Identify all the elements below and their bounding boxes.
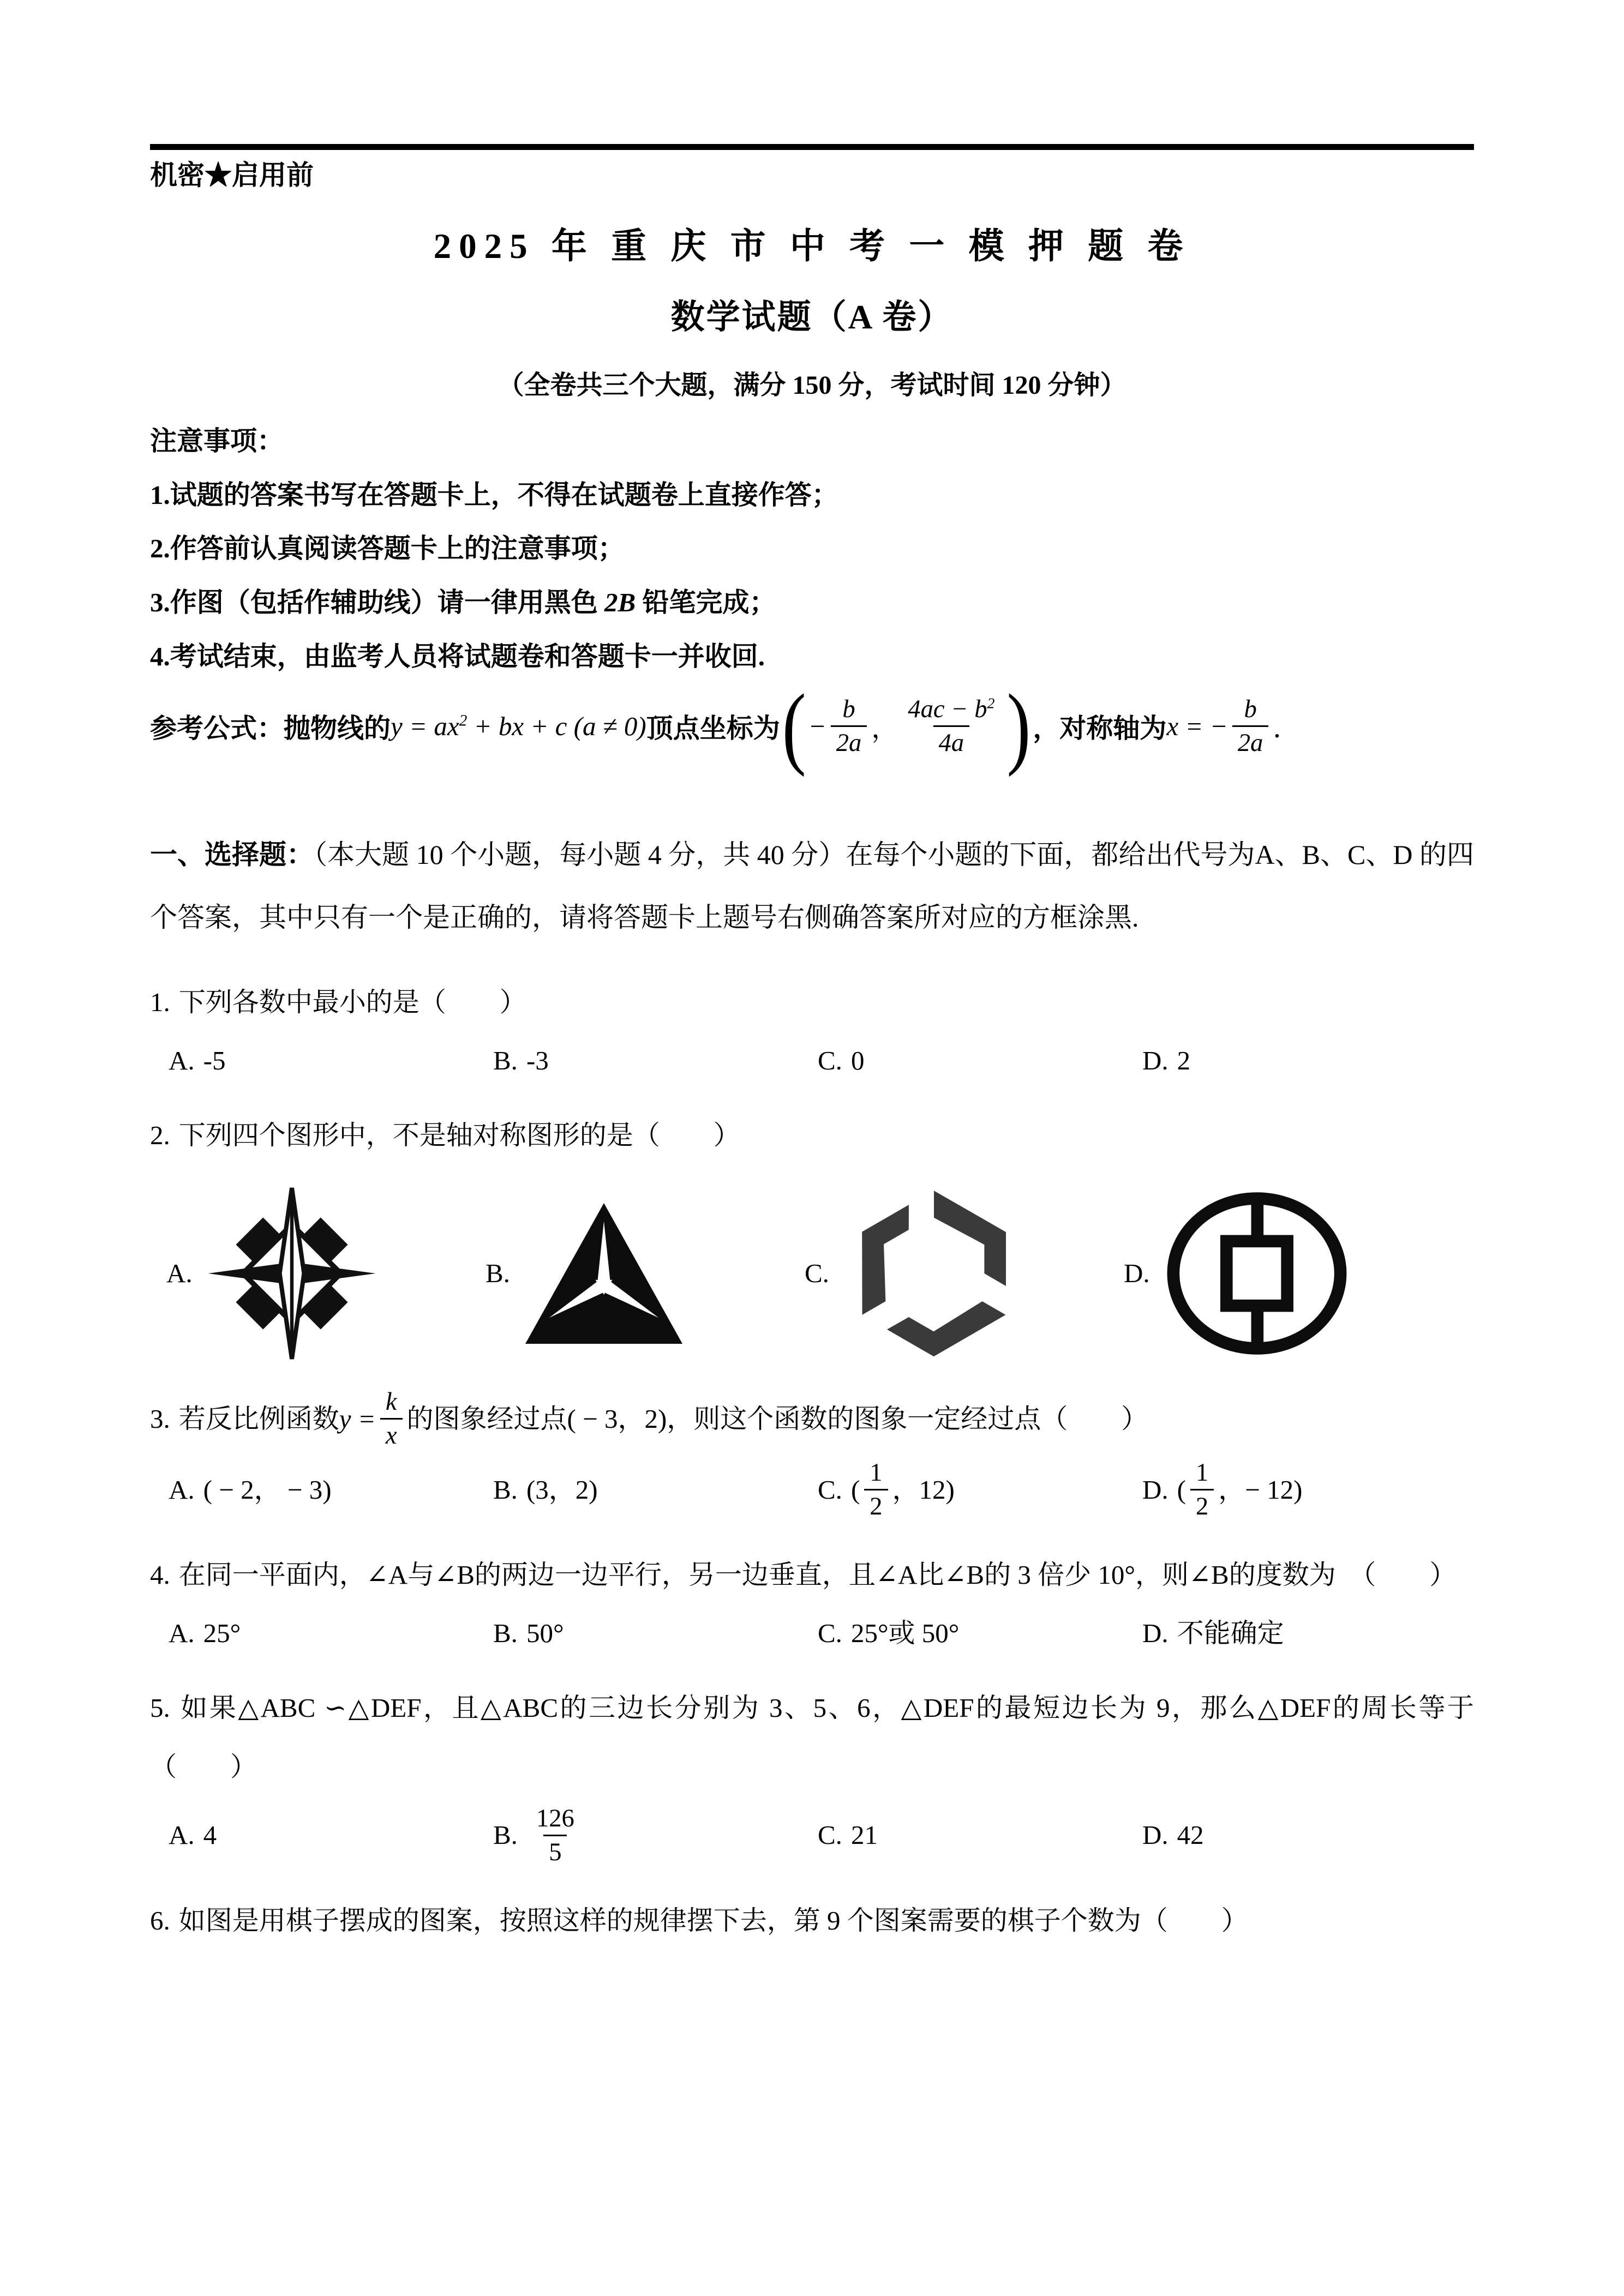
q2-figure-a-label: A. — [166, 1258, 193, 1289]
question-2-text: 下列四个图形中，不是轴对称图形的是（ ） — [178, 1120, 740, 1150]
q5-option-a-label: A. — [169, 1820, 195, 1850]
triangle-tristar-icon — [522, 1199, 686, 1348]
q3-option-c-open: ( — [850, 1474, 860, 1505]
hexagon-pinwheel-icon — [841, 1183, 1027, 1363]
q1-option-a-label: A. — [169, 1045, 195, 1075]
question-1-number: 1. — [150, 987, 170, 1017]
q3-option-d-label: D. — [1142, 1474, 1168, 1505]
question-5-options — [150, 1804, 1474, 1867]
vertex-y-fraction: $\frac{4ac - b^2}{4a}$ — [908, 695, 995, 758]
question-1 — [150, 973, 1474, 1032]
q3-function-fraction: $\frac{k}{x}$ — [380, 1387, 403, 1451]
q1-option-b-value: -3 — [526, 1045, 549, 1075]
q2-figure-c-label: C. — [805, 1258, 829, 1289]
q4-option-b-label: B. — [493, 1618, 518, 1648]
question-6 — [150, 1891, 1474, 1950]
q4-option-b — [493, 1612, 818, 1655]
compass-star-icon — [205, 1186, 379, 1361]
q1-option-a-value: -5 — [203, 1045, 226, 1075]
q5-option-a-value: 4 — [203, 1820, 217, 1850]
vertex-x-fraction: $\frac{b}{2a}$ — [831, 695, 867, 758]
reference-formula-line: 参考公式：抛物线的 $y = ax^2$ + bx + c (a ≠ 0) 顶点坐标为 ( − $\frac{b}{2a}$ ， $\frac{4ac - b^2}{4a}$ ) ，对称轴为 x = − $\frac{b}{2a}$ ． — [150, 675, 1300, 778]
paper-subtitle: 数学试题（A 卷） — [670, 299, 954, 336]
notice-item-3-pre: 3.作图（包括作辅助线）请一律用黑色 — [150, 587, 605, 618]
section-1-heading: 一、选择题： — [150, 839, 314, 870]
q5-option-d-label: D. — [1142, 1820, 1168, 1850]
question-6-number: 6. — [150, 1905, 170, 1936]
notice-item-3-post: 铅笔完成； — [636, 587, 776, 618]
exam-title: 2025 年 重 庆 市 中 考 一 模 押 题 卷 — [433, 226, 1191, 266]
notice-item-2: 2.作答前认真阅读答题卡上的注意事项； — [150, 533, 625, 564]
vertex-minus-sign: − — [808, 711, 826, 742]
q2-figure-b — [486, 1199, 805, 1348]
vertex-comma: ， — [871, 713, 898, 743]
q2-figure-b-label: B. — [486, 1258, 510, 1289]
q3-option-d-fraction: $\frac{1}{2}$ — [1190, 1458, 1214, 1522]
q2-figure-a — [166, 1186, 486, 1361]
q5-option-b — [493, 1804, 818, 1867]
q2-figure-c — [805, 1183, 1124, 1363]
question-5-number: 5. — [150, 1692, 170, 1723]
question-2-number: 2. — [150, 1120, 170, 1150]
question-4-text: 在同一平面内，∠A与∠B的两边一边平行，另一边垂直，且∠A比∠B的 3 倍少 10°，则∠B的度数为 （ ） — [178, 1559, 1457, 1590]
q3-function-lhs: y = — [339, 1403, 376, 1434]
vertex-label: 顶点坐标为 — [646, 713, 780, 743]
axis-fraction: $\frac{b}{2a}$ — [1232, 695, 1269, 758]
notice-item-3-pencil-grade: 2B — [604, 587, 636, 618]
notice-item-1: 1.试题的答案书写在答题卡上，不得在试题卷上直接作答； — [150, 479, 838, 510]
q4-option-c — [818, 1612, 1142, 1655]
reference-formula-lead: 参考公式：抛物线的 — [150, 713, 391, 743]
q4-option-d-value: 不能确定 — [1177, 1618, 1284, 1648]
question-4-number: 4. — [150, 1559, 170, 1590]
q1-option-c — [818, 1039, 1142, 1082]
q4-option-a-label: A. — [169, 1618, 195, 1648]
q5-option-c-label: C. — [818, 1820, 842, 1850]
q4-option-c-value: 25°或 50° — [850, 1618, 960, 1648]
axis-label: ，对称轴为 — [1033, 713, 1167, 743]
q5-option-b-fraction: $\frac{126}{5}$ — [536, 1804, 574, 1867]
q3-option-c-rest: ，12) — [892, 1474, 955, 1505]
q1-option-b-label: B. — [493, 1045, 518, 1075]
question-2-figures — [150, 1183, 1474, 1363]
q3-option-d-rest: ，− 12) — [1218, 1474, 1303, 1505]
q3-option-d-open: ( — [1177, 1474, 1186, 1505]
q5-option-d-value: 42 — [1177, 1820, 1204, 1850]
q3-option-a-label: A. — [169, 1474, 195, 1505]
q1-option-c-value: 0 — [850, 1045, 865, 1075]
security-marking: 机密★启用前 — [150, 160, 314, 190]
q4-option-c-label: C. — [818, 1618, 842, 1648]
q1-option-c-label: C. — [818, 1045, 842, 1075]
q3-option-d — [1142, 1458, 1474, 1522]
q5-option-a — [169, 1814, 493, 1856]
q3-option-b — [493, 1469, 818, 1511]
q4-option-a-value: 25° — [203, 1618, 241, 1648]
question-3-number: 3. — [150, 1403, 170, 1434]
notice-section — [150, 425, 1474, 673]
question-3-post: 的图象经过点( − 3，2)，则这个函数的图象一定经过点（ ） — [406, 1403, 1148, 1434]
question-5-text: 如果△ABC ∽△DEF，且△ABC的三边长分别为 3、5、6，△DEF的最短边长为 9，那么△DEF的周长等于 （ ） — [150, 1692, 1501, 1782]
exam-scope-line: （全卷共三个大题，满分 150 分，考试时间 120 分钟） — [498, 370, 1126, 400]
q4-option-a — [169, 1612, 493, 1655]
q5-option-c-value: 21 — [850, 1820, 878, 1850]
question-5 — [150, 1679, 1501, 1796]
q3-option-b-value: (3，2) — [526, 1474, 598, 1505]
question-2 — [150, 1106, 1474, 1165]
question-4 — [150, 1546, 1474, 1604]
coin-circle-icon — [1162, 1192, 1352, 1355]
question-3 — [150, 1387, 1474, 1451]
q3-option-a — [169, 1469, 493, 1511]
section-1-instructions: （本大题 10 个小题，每小题 4 分，共 40 分）在每个小题的下面，都给出代号为A、B、C、D 的四个答案，其中只有一个是正确的，请将答题卡上题号右侧确答案所对应的方框涂黑. — [150, 839, 1475, 933]
q1-option-d-label: D. — [1142, 1045, 1168, 1075]
q5-option-d — [1142, 1814, 1474, 1856]
question-6-text: 如图是用棋子摆成的图案，按照这样的规律摆下去，第 9 个图案需要的棋子个数为（ ） — [178, 1905, 1248, 1936]
question-1-text: 下列各数中最小的是（ ） — [178, 987, 526, 1017]
q4-option-d-label: D. — [1142, 1618, 1168, 1648]
q3-option-c-fraction: $\frac{1}{2}$ — [864, 1458, 888, 1522]
q1-option-b — [493, 1039, 818, 1082]
q3-option-c-label: C. — [818, 1474, 842, 1505]
q4-option-d — [1142, 1612, 1474, 1655]
q5-option-b-label: B. — [493, 1820, 518, 1850]
question-4-options — [150, 1612, 1474, 1655]
q2-figure-d — [1124, 1192, 1352, 1355]
parabola-equation: $y = ax^2$ + bx + c (a ≠ 0) — [391, 711, 646, 742]
question-3-options — [150, 1458, 1474, 1522]
q3-option-b-label: B. — [493, 1474, 518, 1505]
notice-heading: 注意事项： — [150, 425, 284, 456]
q3-option-a-value: ( − 2， − 3) — [203, 1474, 332, 1505]
notice-item-3 — [150, 587, 1474, 619]
q5-option-c — [818, 1814, 1142, 1856]
q1-option-d — [1142, 1039, 1474, 1082]
q1-option-d-value: 2 — [1177, 1045, 1191, 1075]
section-1-intro — [150, 824, 1474, 949]
q1-option-a — [169, 1039, 493, 1082]
top-rule — [150, 144, 1474, 150]
axis-equation-pre: x = − — [1166, 711, 1228, 742]
question-1-options — [150, 1039, 1474, 1082]
q4-option-b-value: 50° — [526, 1618, 564, 1648]
question-3-pre: 若反比例函数 — [178, 1403, 339, 1434]
formula-period: ． — [1273, 713, 1300, 743]
q2-figure-d-label: D. — [1124, 1258, 1150, 1289]
notice-item-4: 4.考试结束，由监考人员将试题卷和答题卡一并收回. — [150, 641, 765, 671]
q3-option-c — [818, 1458, 1142, 1522]
